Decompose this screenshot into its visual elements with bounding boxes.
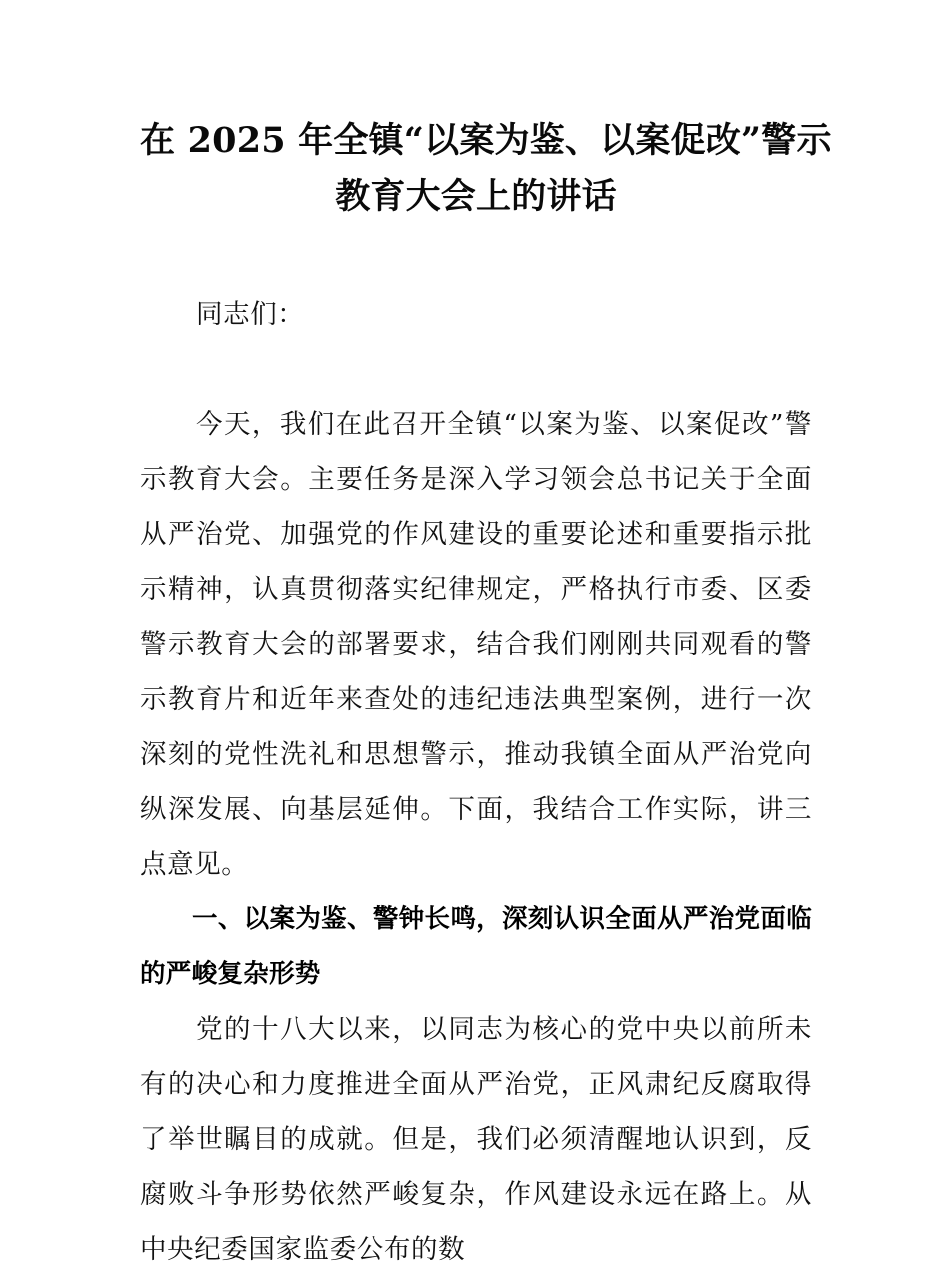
- spacer: [140, 342, 812, 397]
- paragraph-section1-1: 党的十八大以来，以同志为核心的党中央以前所未有的决心和力度推进全面从严治党，正风肃纪反腐取得了举世瞩目的成就。但是，我们必须清醒地认识到，反腐败斗争形势依然严峻复杂，作风建设永远在路上。从中央纪委国家监委公布的数: [140, 1014, 812, 1265]
- paragraph-intro: 今天，我们在此召开全镇“以案为鉴、以案促改”警示教育大会。主要任务是深入学习领会总书记关于全面从严治党、加强党的作风建设的重要论述和重要指示批示精神，认真贯彻落实纪律规定，严格执行市委、区委警示教育大会的部署要求，结合我们刚刚共同观看的警示教育片和近年来查处的违纪违法典型案例，进行一次深刻的党性洗礼和思想警示，推动我镇全面从严治党向纵深发展、向基层延伸。下面，我结合工作实际，讲三点意见。: [140, 409, 812, 880]
- page-title-line-2: 教育大会上的讲话: [335, 176, 617, 217]
- page-title: [140, 0, 832, 225]
- salutation: 同志们：: [196, 299, 305, 330]
- document-content: [140, 0, 832, 1277]
- page-title-line-1: 在 2025 年全镇“以案为鉴、以案促改”警示: [140, 120, 832, 161]
- document-body: [140, 287, 812, 1277]
- section-heading-1: 一、以案为鉴、警钟长鸣，深刻认识全面从严治党面临的严峻复杂形势: [140, 904, 812, 989]
